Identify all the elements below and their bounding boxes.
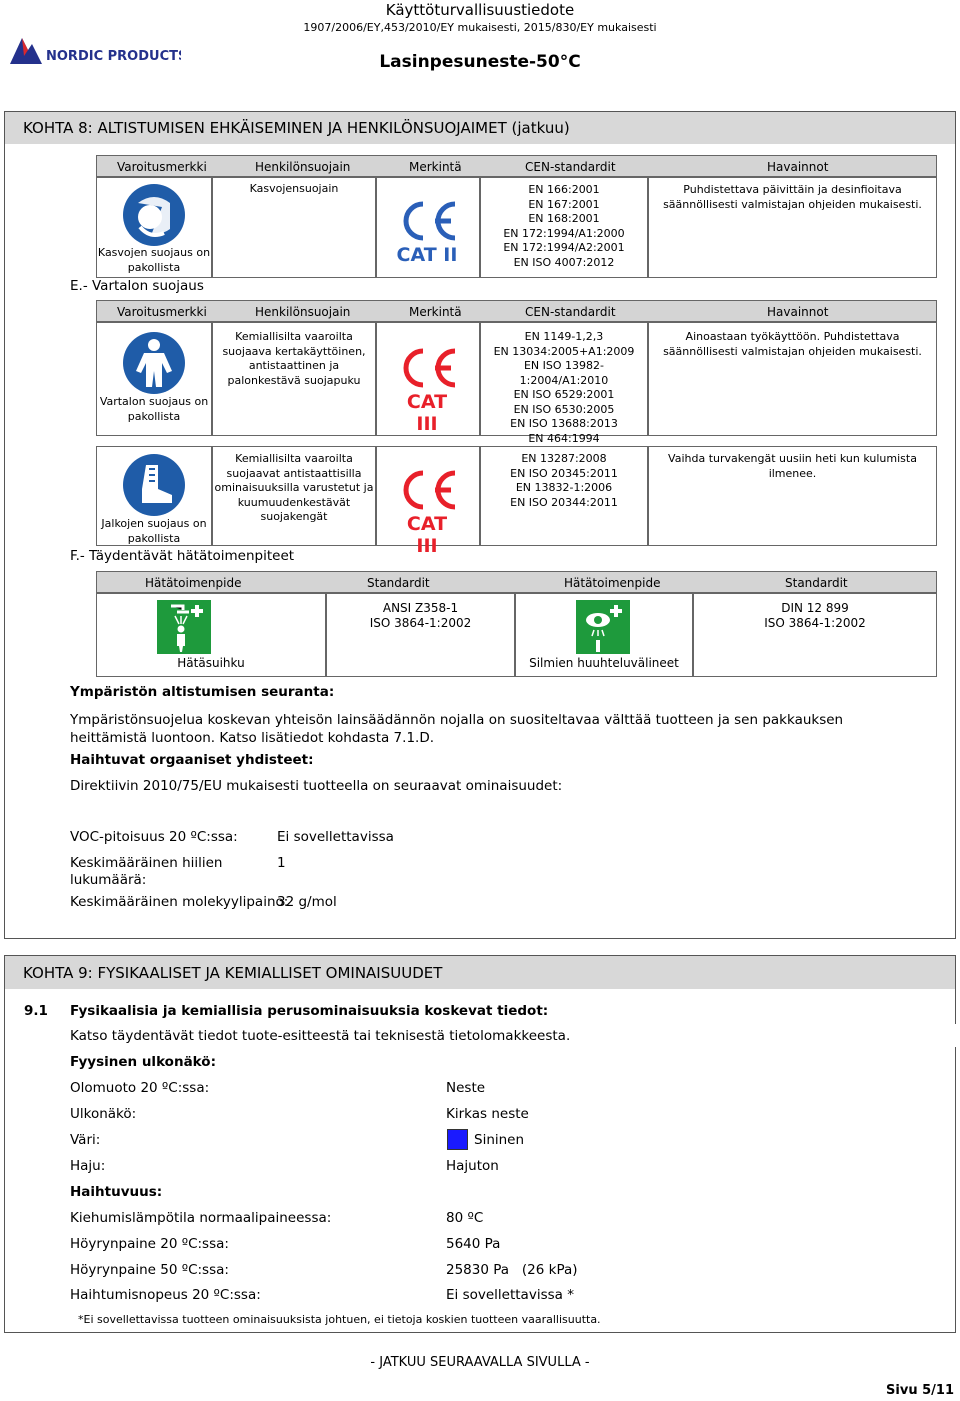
prop-value: Ei sovellettavissa * xyxy=(446,1287,574,1303)
env-text: Ympäristönsuojelua koskevan yhteisön lainsäädännön nojalla on suositeltavaa välttää tuotteen ja sen pakkauksen heittämistä luontoon. Katso lisätiedot kohdasta 7.1.D. xyxy=(70,712,844,746)
prop-label: Haihtumisnopeus 20 ºC:ssa: xyxy=(70,1287,261,1303)
carbon-value: 1 xyxy=(277,855,286,871)
face-shield-icon xyxy=(122,183,186,247)
body-row-marking xyxy=(376,322,480,436)
prop-value: 25830 Pa (26 kPa) xyxy=(446,1262,578,1278)
feet-row-sign xyxy=(96,446,212,546)
prop-value: Hajuton xyxy=(446,1158,499,1174)
eyewash-standards-cell: DIN 12 899 ISO 3864-1:2002 xyxy=(693,593,937,677)
ce-cat3-icon xyxy=(395,469,459,557)
emergency-table-header: Hätätoimenpide Standardit Hätätoimenpide Standardit xyxy=(96,571,937,593)
body-row-sign xyxy=(96,322,212,436)
molweight-value: 32 g/mol xyxy=(277,894,337,910)
face-row-marking xyxy=(376,177,480,278)
ppe-table-header-1 xyxy=(96,155,937,177)
prop-value: 5640 Pa xyxy=(446,1236,501,1252)
col-equipment: Henkilönsuojain xyxy=(255,160,351,174)
face-row-standards xyxy=(480,177,648,278)
prop-label: Ulkonäkö: xyxy=(70,1106,137,1122)
voc-content-value: Ei sovellettavissa xyxy=(277,829,394,845)
ce-cat3-icon xyxy=(395,347,459,435)
ce-category-label: CAT II xyxy=(396,244,458,266)
face-row-equipment xyxy=(212,177,376,278)
molweight-label: Keskimääräinen molekyylipaino: xyxy=(70,894,289,910)
prop-value: Sininen xyxy=(474,1132,525,1148)
face-row-notes xyxy=(648,177,937,278)
carbon-label: Keskimääräinen hiilien lukumäärä: xyxy=(70,855,223,888)
section8-title: KOHTA 8: ALTISTUMISEN EHKÄISEMINEN JA HENKILÖNSUOJAIMET (jatkuu) xyxy=(5,112,955,144)
subsection-number: 9.1 xyxy=(24,1003,48,1019)
feet-row-standards xyxy=(480,446,648,546)
section9-title: KOHTA 9: FYSIKAALISET JA KEMIALLISET OMINAISUUDET xyxy=(5,956,955,989)
face-equipment-text: Kasvojensuojain xyxy=(249,182,339,195)
prop-value: Kirkas neste xyxy=(446,1106,529,1122)
feet-row-equipment xyxy=(212,446,376,546)
prop-label: Väri: xyxy=(70,1132,101,1148)
emergency-shower-icon xyxy=(157,600,211,654)
body-protection-heading: E.- Vartalon suojaus xyxy=(70,278,204,294)
body-row-standards xyxy=(480,322,648,445)
eyewash-cell xyxy=(515,593,693,677)
prop-label: Höyrynpaine 50 ºC:ssa: xyxy=(70,1262,229,1278)
document-title: Käyttöturvallisuustiedote xyxy=(385,1,575,19)
env-heading: Ympäristön altistumisen seuranta: xyxy=(70,684,335,700)
body-row-notes xyxy=(648,322,937,436)
feet-standards-list: EN 13287:2008 EN ISO 20345:2011 EN 13832-1:2006 EN ISO 20344:2011 xyxy=(510,452,618,509)
ppe-table-header-2: Varoitusmerkki Henkilönsuojain Merkintä CEN-standardit Havainnot xyxy=(96,300,937,322)
voc-content-label: VOC-pitoisuus 20 ºC:ssa: xyxy=(70,829,238,845)
footnote: *Ei sovellettavissa tuotteen ominaisuuksista johtuen, ei tietoja koskien tuotteen vaarallisuutta. xyxy=(78,1313,601,1326)
intro-text: Katso täydentävät tiedot tuote-esitteestä tai teknisestä tietolomakkeesta. xyxy=(70,1028,571,1044)
prop-value: Neste xyxy=(446,1080,486,1096)
voc-heading: Haihtuvat orgaaniset yhdisteet: xyxy=(70,752,314,768)
face-standards-list: EN 166:2001 EN 167:2001 EN 168:2001 EN 172:1994/A1:2000 EN 172:1994/A2:2001 EN ISO 4007:2012 xyxy=(503,183,625,269)
prop-label: Olomuoto 20 ºC:ssa: xyxy=(70,1080,210,1096)
prop-value: 80 ºC xyxy=(446,1210,484,1226)
face-row-sign xyxy=(96,177,212,278)
feet-row-marking xyxy=(376,446,480,557)
body-equipment-text: Kemiallisilta vaaroilta suojaava kertakäyttöinen, antistaattinen ja palonkestävä suojapuku xyxy=(222,330,366,387)
page-number: Sivu 5/11 xyxy=(886,1383,954,1398)
body-row-equipment xyxy=(212,322,376,436)
logo-text: NORDIC PRODUCTS xyxy=(46,49,181,64)
col-marking: Merkintä xyxy=(409,160,462,174)
eyewash-label: Silmien huuhteluvälineet xyxy=(529,656,679,670)
protective-suit-icon xyxy=(122,331,186,395)
prop-label: Höyrynpaine 20 ºC:ssa: xyxy=(70,1236,229,1252)
body-sign-caption: Vartalon suojaus on pakollista xyxy=(99,395,209,423)
appearance-heading: Fyysinen ulkonäkö: xyxy=(70,1054,216,1070)
feet-row-notes xyxy=(648,446,937,546)
color-swatch xyxy=(447,1129,468,1150)
ce-cat2-icon xyxy=(395,200,459,266)
product-name: Lasinpesuneste-50°C xyxy=(379,52,581,72)
body-standards-list: EN 1149-1,2,3 EN 13034:2005+A1:2009 EN ISO 13982-1:2004/A1:2010 EN ISO 6529:2001 EN ISO 6530:2005 EN ISO 13688:2013 EN 464:1994 xyxy=(493,330,635,445)
col-cen-standards: CEN-standardit xyxy=(525,160,616,174)
col-notes: Havainnot xyxy=(767,160,829,174)
continue-note: - JATKUU SEURAAVALLA SIVULLA - xyxy=(370,1355,590,1370)
volatility-heading: Haihtuvuus: xyxy=(70,1184,163,1200)
emergency-shower-cell xyxy=(96,593,326,677)
col-warning-sign: Varoitusmerkki xyxy=(117,160,207,174)
subsection-title: Fysikaalisia ja kemiallisia perusominaisuuksia koskevat tiedot: xyxy=(70,1003,549,1019)
ce-category-label: CAT III xyxy=(406,513,448,557)
feet-equipment-text: Kemiallisilta vaaroilta suojaavat antistaattisilla ominaisuuksilla varustetut ja kuumuudenkestävät suojakengät xyxy=(214,452,374,523)
prop-label: Haju: xyxy=(70,1158,106,1174)
face-notes-text: Puhdistettava päivittäin ja desinfioitava säännöllisesti valmistajan ohjeiden mukaisesti. xyxy=(663,183,922,211)
eyewash-icon xyxy=(576,600,630,654)
regulation-line: 1907/2006/EY,453/2010/EY mukaisesti, 2015/830/EY mukaisesti xyxy=(303,21,657,34)
body-notes-text: Ainoastaan työkäyttöön. Puhdistettava säännöllisesti valmistajan ohjeiden mukaisesti. xyxy=(663,330,922,358)
feet-notes-text: Vaihda turvakengät uusiin heti kun kulumista ilmenee. xyxy=(668,452,917,480)
shower-standards-cell: ANSI Z358-1 ISO 3864-1:2002 xyxy=(326,593,515,677)
emergency-heading: F.- Täydentävät hätätoimenpiteet xyxy=(70,548,295,564)
prop-label: Kiehumislämpötila normaalipaineessa: xyxy=(70,1210,332,1226)
shower-label: Hätäsuihku xyxy=(177,656,245,670)
feet-sign-caption: Jalkojen suojaus on pakollista xyxy=(101,517,207,545)
ce-category-label: CAT III xyxy=(406,391,448,435)
face-sign-caption: Kasvojen suojaus on pakollista xyxy=(97,246,211,274)
voc-text: Direktiivin 2010/75/EU mukaisesti tuotteella on seuraavat ominaisuudet: xyxy=(70,778,563,794)
safety-boot-icon xyxy=(122,453,186,517)
